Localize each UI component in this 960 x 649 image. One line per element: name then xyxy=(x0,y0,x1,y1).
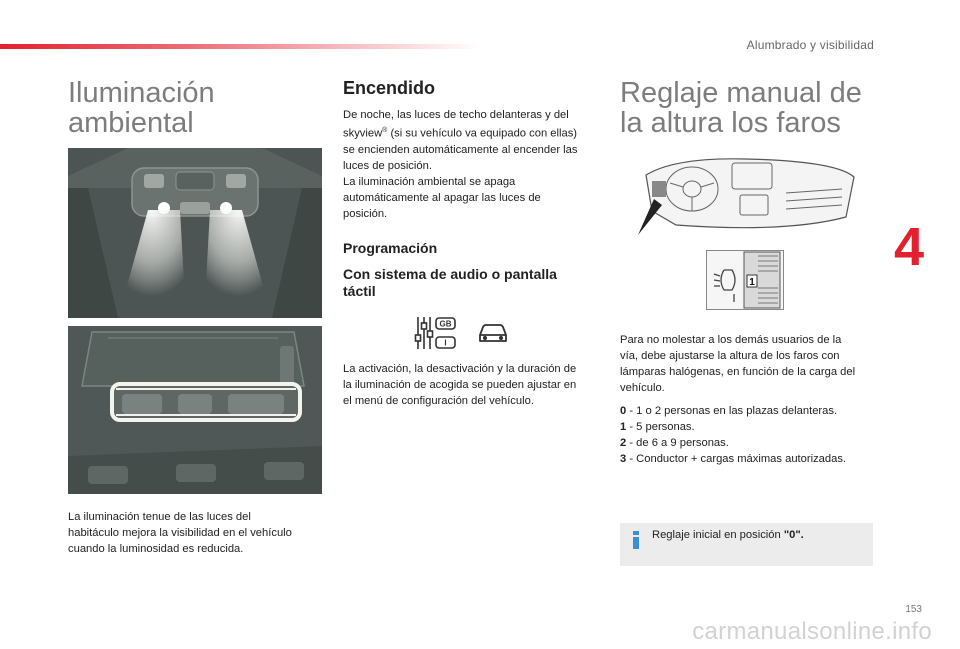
caption-line: La iluminación tenue de las luces del xyxy=(68,511,251,523)
info-text xyxy=(652,529,804,541)
heading-line: Con sistema de audio o pantalla xyxy=(343,266,557,282)
config-text xyxy=(343,361,605,409)
page-number: 153 xyxy=(905,604,922,615)
header-accent-bar xyxy=(0,44,480,49)
title-line: Iluminación xyxy=(68,77,215,109)
list-item: 3 - Conductor + cargas máximas autorizadas. xyxy=(620,453,847,465)
text-line: posición. xyxy=(343,207,388,220)
info-icon xyxy=(630,530,642,550)
info-label: Reglaje inicial en posición xyxy=(652,529,784,541)
ambient-lighting-title xyxy=(68,78,215,138)
text-line: automáticamente al apagar las luces de xyxy=(343,191,541,204)
list-item: 1 - 5 personas. xyxy=(620,421,695,433)
text-line: el menú de configuración del vehículo. xyxy=(343,395,534,407)
audio-screen-heading xyxy=(343,266,557,300)
registered-mark: ® xyxy=(382,127,388,134)
list-item: 0 - 1 o 2 personas en las plazas delanteras. xyxy=(620,405,838,417)
title-line: Reglaje manual de xyxy=(620,77,862,109)
headlamp-adjust-title xyxy=(620,78,862,138)
watermark: carmanualsonline.info xyxy=(692,618,932,645)
title-line: la altura los faros xyxy=(620,107,841,139)
dashboard-illustration xyxy=(636,155,858,243)
text-line: (si su vehículo va equipado con ellas) xyxy=(390,127,578,140)
section-title: Alumbrado y visibilidad xyxy=(746,38,874,52)
headlamp-intro-text xyxy=(620,332,882,396)
text-line: luces de posición. xyxy=(343,159,432,172)
chapter-number: 4 xyxy=(893,217,925,277)
text-line: La iluminación ambiental se apaga xyxy=(343,175,516,188)
text-line: vehículo. xyxy=(620,382,665,394)
settings-sliders-icon xyxy=(414,313,458,353)
info-note xyxy=(620,523,873,566)
text-line: se encienden automáticamente al encender las xyxy=(343,143,578,156)
caption-line: cuando la luminosidad es reducida. xyxy=(68,543,244,555)
text-line: La activación, la desactivación y la duración de xyxy=(343,363,577,375)
text-line: Para no molestar a los demás usuarios de la xyxy=(620,334,842,346)
badge-i: I xyxy=(444,338,447,348)
dial-digit: 1 xyxy=(749,277,755,288)
text-line: De noche, las luces de techo delanteras y del xyxy=(343,109,569,121)
ceiling-light-photo xyxy=(68,148,322,318)
encendido-text xyxy=(343,107,605,222)
title-line: ambiental xyxy=(68,107,194,139)
headlamp-dial-illustration xyxy=(706,250,784,310)
skyview-light-photo xyxy=(68,326,322,494)
badge-gb: GB xyxy=(439,319,452,329)
text-line: skyview xyxy=(343,127,383,140)
ambient-caption xyxy=(68,509,328,557)
text-line: lámparas halógenas, en función de la carga del xyxy=(620,366,856,378)
encendido-heading: Encendido xyxy=(343,78,436,98)
position-list xyxy=(620,403,882,467)
list-item: 2 - de 6 a 9 personas. xyxy=(620,437,729,449)
info-value: "0". xyxy=(783,529,804,541)
programacion-heading: Programación xyxy=(343,240,438,256)
car-icon xyxy=(476,320,510,344)
caption-line: habitáculo mejora la visibilidad en el vehículo xyxy=(68,527,292,539)
text-line: vía, debe ajustarse la altura de los faros con xyxy=(620,350,840,362)
text-line: la iluminación de acogida se pueden ajustar en xyxy=(343,379,577,391)
heading-line: táctil xyxy=(343,283,376,299)
